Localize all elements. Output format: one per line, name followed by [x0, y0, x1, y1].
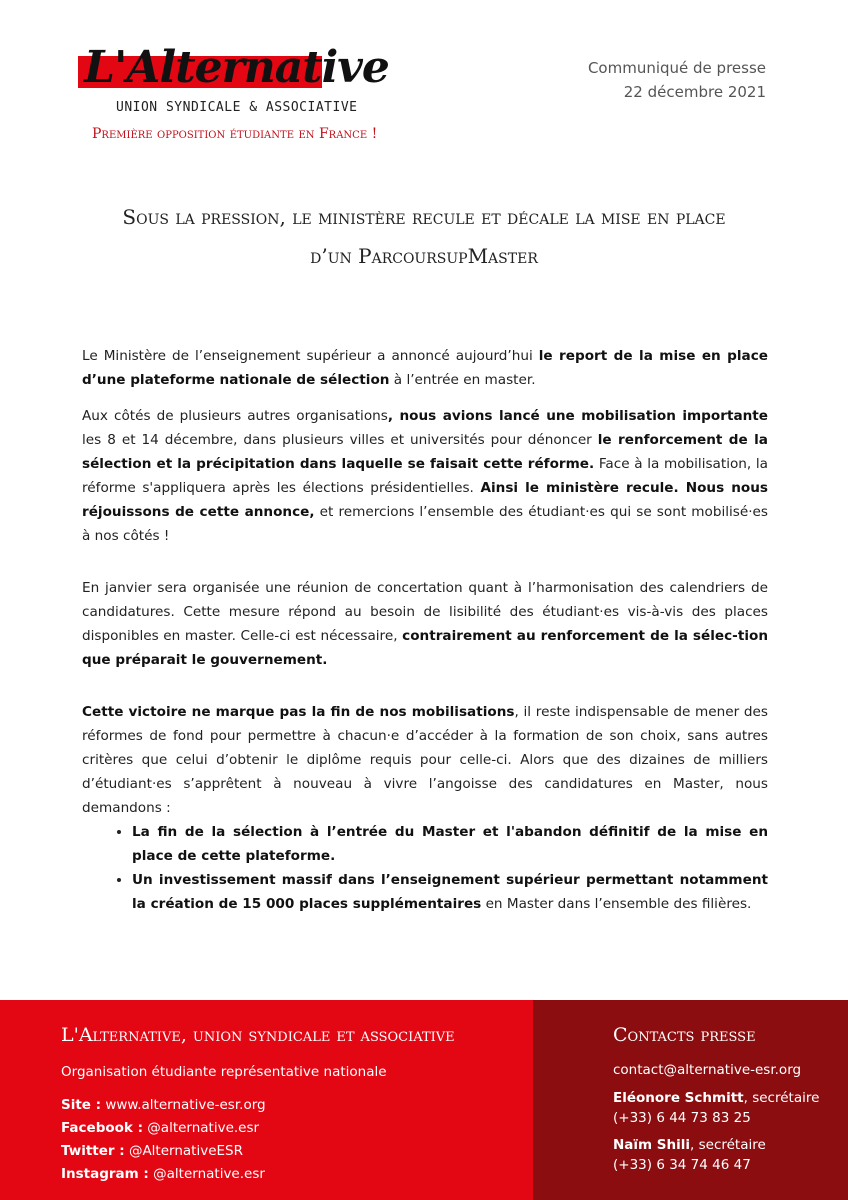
text: en Master dans l’ensemble des filières. — [481, 896, 752, 912]
facebook-link[interactable]: @alternative.esr — [143, 1120, 260, 1136]
paragraph-1 — [82, 344, 768, 392]
text-bold: le report de la mise en place d’une plateforme nationale de sélection — [82, 348, 768, 388]
demands-list — [82, 820, 768, 916]
text: Face à la mobilisation, la réforme s'appliquera après les élections présidentielles. — [82, 456, 768, 496]
text-bold: Ainsi le ministère recule. Nous nous réjouissons de cette annonce, — [82, 480, 768, 520]
text: En janvier sera organisée une réunion de concertation quant à l’harmonisation des calendriers de candidatures. Cette mesure répond au besoin de lisibilité des étudiant·es vis-à-vis des places disponibles en master. Celle-ci est nécessaire, — [82, 580, 768, 644]
contact-2-phone: (+33) 6 34 74 46 47 — [613, 1157, 751, 1173]
text: , il reste indispensable de mener des réformes de fond pour permettre à chacun·e d’accéder à la formation de son choix, sans autres critères que celui d’obtenir le diplôme requis pour celle-ci. Alors que des dizaines de milliers d’étudiant·es s’apprêtent à nouveau à vivre l’angoisse des candidatures en Master, nous demandons : — [82, 704, 768, 816]
press-header — [588, 56, 766, 104]
logo-wordmark: L'Alternative — [84, 42, 389, 93]
doc-type: Communiqué de presse — [587, 59, 766, 77]
title-line-2: d’un ParcoursupMaster — [310, 244, 538, 268]
footer-twitter — [61, 1143, 243, 1159]
text-bold: , nous avions lancé une mobilisation importante — [387, 408, 769, 424]
footer-facebook — [61, 1120, 259, 1136]
page-title — [100, 198, 748, 276]
instagram-link[interactable]: @alternative.esr — [148, 1166, 265, 1182]
paragraph-4 — [82, 700, 768, 820]
contact-email[interactable]: contact@alternative-esr.org — [613, 1062, 802, 1078]
label: Twitter : — [61, 1143, 125, 1159]
text: à l’entrée en master. — [389, 372, 536, 388]
text-bold: contrairement au renforcement de la sélec-tion que préparait le gouvernement. — [82, 628, 768, 668]
footer-contacts — [533, 1000, 848, 1200]
text-bold: Un investissement massif dans l’enseignement supérieur permettant notamment la création de 15 000 places supplémentaires — [132, 872, 768, 912]
text: Aux côtés de plusieurs autres organisations — [82, 408, 388, 424]
text-bold: Cette victoire ne marque pas la fin de nos mobilisations — [82, 704, 515, 720]
footer-org-subtitle: Organisation étudiante représentative nationale — [61, 1064, 387, 1080]
footer-instagram — [61, 1166, 265, 1182]
label: Instagram : — [61, 1166, 149, 1182]
list-item — [132, 820, 768, 868]
logo — [78, 40, 389, 142]
contacts-title: Contacts presse — [613, 1024, 756, 1046]
site-link[interactable]: www.alternative-esr.org — [101, 1097, 266, 1113]
contact-1-phone: (+33) 6 44 73 83 25 — [613, 1110, 751, 1126]
label: Site : — [61, 1097, 102, 1113]
label: Facebook : — [61, 1120, 143, 1136]
paragraph-3 — [82, 576, 768, 672]
text: et remercions l’ensemble des étudiant·es qui se sont mobilisé·es à nos côtés ! — [82, 504, 768, 544]
text-bold: le renforcement de la sélection et la précipitation dans laquelle se faisait cette réforme. — [82, 432, 768, 472]
text-bold: La fin de la sélection à l’entrée du Master et l'abandon définitif de la mise en place de cette plateforme. — [132, 824, 768, 864]
text-bold: Eléonore Schmitt — [613, 1090, 744, 1106]
body-content — [82, 344, 768, 916]
paragraph-2 — [82, 404, 768, 548]
logo-tagline: Première opposition étudiante en France ! — [92, 126, 378, 142]
text: les 8 et 14 décembre, dans plusieurs villes et universités pour dénoncer — [82, 432, 598, 448]
list-item — [132, 868, 768, 916]
text: Le Ministère de l’enseignement supérieur a annoncé aujourd’hui — [82, 348, 539, 364]
footer-site — [61, 1097, 266, 1113]
doc-date: 22 décembre 2021 — [623, 83, 766, 101]
twitter-link[interactable]: @AlternativeESR — [124, 1143, 243, 1159]
text: , secrétaire — [690, 1137, 766, 1153]
text: , secrétaire — [743, 1090, 820, 1106]
contact-2-name — [613, 1137, 766, 1153]
logo-union-text: UNION SYNDICALE & ASSOCIATIVE — [116, 100, 358, 115]
text-bold: Naïm Shili — [613, 1137, 691, 1153]
title-line-1: Sous la pression, le ministère recule et décale la mise en place — [122, 205, 726, 229]
footer-org-title: L'Alternative, union syndicale et associative — [61, 1024, 455, 1046]
footer — [0, 1000, 848, 1200]
contact-1-name — [613, 1090, 819, 1106]
